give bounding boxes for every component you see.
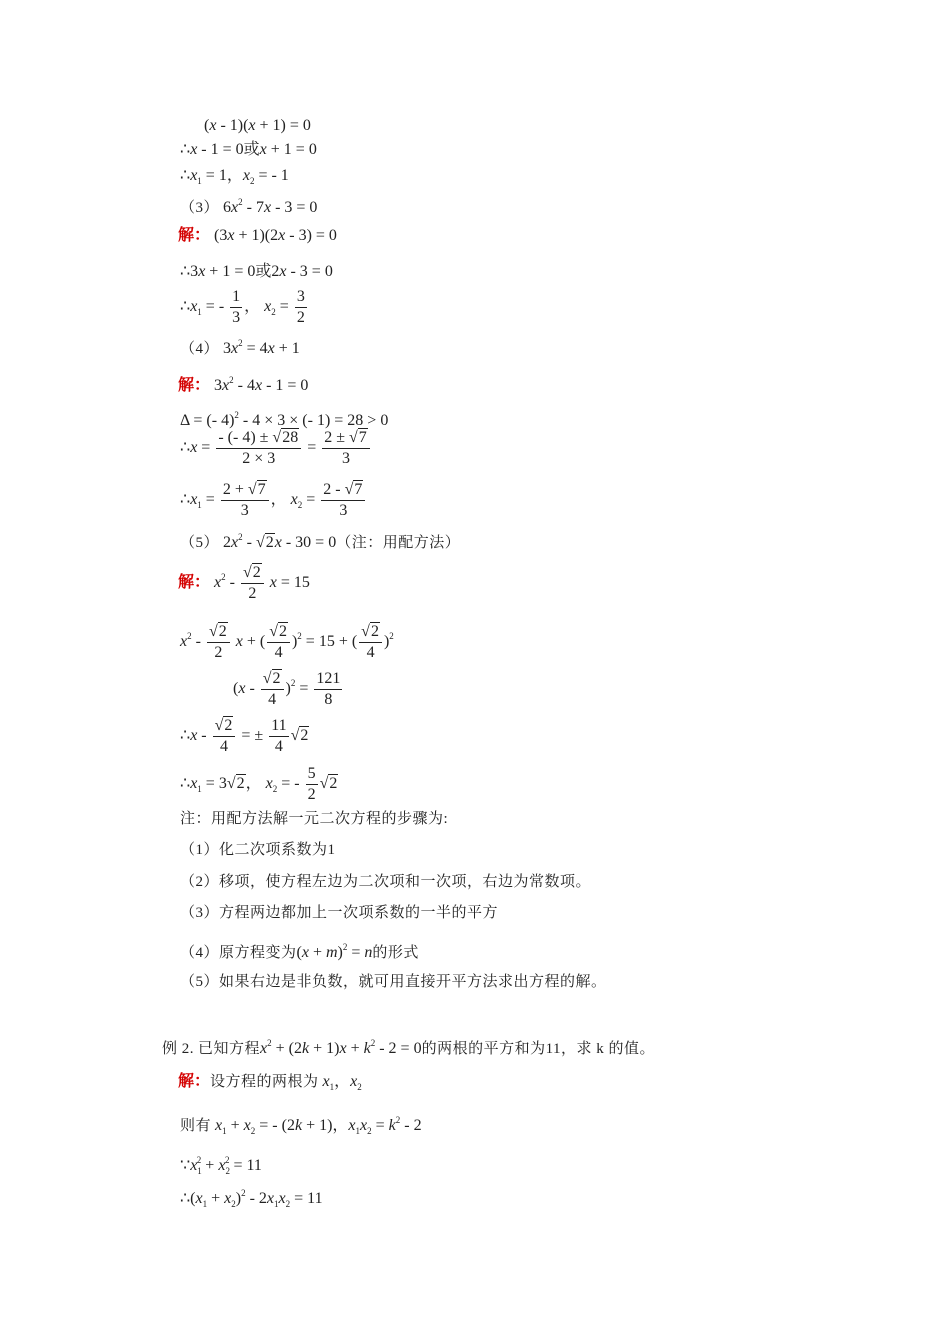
note-title: 注：用配方法解一元二次方程的步骤为: (180, 811, 449, 827)
equation-line: ∴x - 1 = 0或x + 1 = 0 (180, 141, 317, 158)
equation-line: $\therefore x_1$ = - $\frac{1}{3}$ ， $x_2$ = $\frac{3}{2}$ (180, 288, 305, 326)
problem-4: （4） $3x^2 = 4x + 1$ (180, 338, 300, 357)
solution-line: 解： (3x + 1)(2x - 3) = 0 (178, 227, 337, 244)
equation-line (204, 116, 311, 136)
note-step-5: （5）如果右边是非负数，就可用直接开平方法求出方程的解。 (180, 974, 607, 990)
discriminant-line: Δ = (- 4)$^2$ - 4 × 3 × (- 1) = 28 > 0 (180, 410, 389, 429)
roots-line: $\therefore x_1 = 3√2$， $x_2$ = - $\frac{5}{2}$ √2 (180, 765, 338, 803)
example-2-statement: 例 2. 已知方程$x^2 + (2k + 1)x + k^2 - 2 = 0$的两根的平方和为11，求 k 的值。 (162, 1038, 656, 1057)
problem-label: （3） (180, 200, 220, 216)
therefore-line: $\therefore(x_1 + x_2)^2 - 2x_1x_2 = 11$ (180, 1188, 323, 1209)
problem-5: （5） $2x^2 - √2x - 30 = 0$（注：用配方法） (180, 532, 461, 551)
solution-line: 解： $x^2$ - $\frac{√2}{2}$ x = 15 (178, 564, 310, 602)
because-line: $\because x_1^2 + x_2^2 = 11$ (180, 1155, 262, 1176)
square-form-line: (x - $\frac{√2}{4}$ )$^2$ = $\frac{121}{8}$ (233, 670, 341, 708)
problem-3: （3） $6x^2 - 7x - 3 = 0$ (180, 197, 318, 216)
factored-equation: (x - 1)(x + 1) = 0 (204, 117, 311, 134)
sqrt-step-line: ∴x - $\frac{√2}{4}$ = ± $\frac{11}{4}$ √2 (180, 717, 309, 755)
solution-label: 解： (178, 1073, 211, 1090)
note-step-3: （3）方程两边都加上一次项系数的一半的平方 (180, 905, 499, 921)
problem-label: （5） (180, 535, 220, 551)
equation-line: ∴3x + 1 = 0或2x - 3 = 0 (180, 263, 333, 280)
complete-square-line: $x^2$ - $\frac{√2}{2}$ x + ( $\frac{√2}{4}$ )$^2$ = 15 + ( $\frac{√2}{4}$ )$^2$ (180, 623, 394, 661)
example-label: 例 2. (162, 1041, 195, 1057)
problem-label: （4） (180, 341, 220, 357)
note-step-4: （4）原方程变为$(x + m)^2 = n$的形式 (180, 942, 419, 961)
solution-label: 解： (178, 574, 211, 592)
solution-line: 解： $3x^2 - 4x - 1 = 0$ (178, 375, 309, 394)
equation-line: $\therefore x_1 = 1$，$x_2$ = - 1 (180, 167, 289, 186)
method-note: （注：用配方法） (336, 535, 461, 551)
example-2-solution-intro: 解：设方程的两根为 $x_1$，$x_2$ (178, 1073, 362, 1092)
note-step-1: （1）化二次项系数为1 (180, 842, 336, 858)
note-step-2: （2）移项，使方程左边为二次项和一次项，右边为常数项。 (180, 874, 592, 890)
roots-line: $\therefore x_1$ = $\frac{2 + √7}{3}$ ， $x_2$ = $\frac{2 - √7}{3}$ (180, 480, 367, 521)
quadratic-formula-line: ∴x = $\frac{- (- 4) \pm √28}{2 \times 3}$ = $\frac{2 \pm √7}{3}$ (180, 428, 372, 469)
vieta-line: 则有 $x_1 + x_2$ = - (2k + 1)，$x_1x_2 = k^2 - 2$ (180, 1115, 422, 1136)
solution-label: 解： (178, 227, 211, 244)
solution-label: 解： (178, 377, 211, 394)
